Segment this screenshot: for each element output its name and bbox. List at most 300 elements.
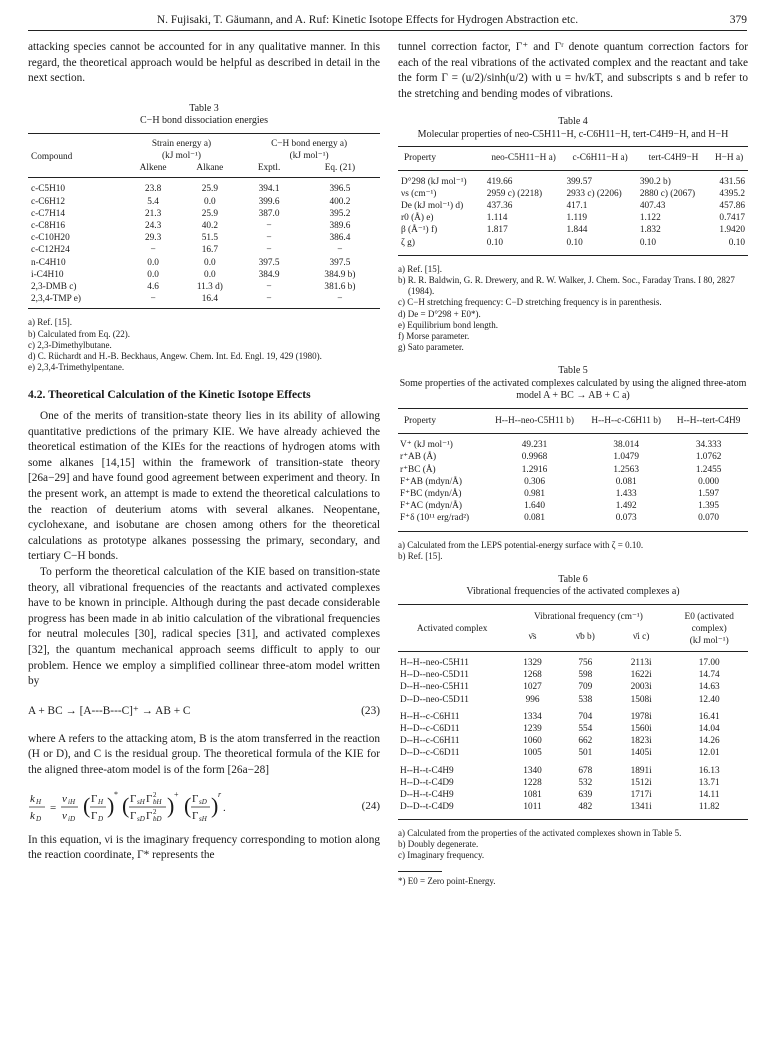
table-row <box>398 801 748 819</box>
t4-cell: 1.9420 <box>719 225 745 236</box>
t6-cell: 1027 <box>523 682 542 693</box>
t6-complex: D--H--c-C6H11 <box>400 736 460 747</box>
t5-cell: 1.0479 <box>613 452 639 463</box>
t4-property: De (kJ mol⁻¹) d) <box>401 200 464 211</box>
t3-cell: 387.0 <box>258 208 280 219</box>
t5-property: F⁺AC (mdyn/Å) <box>400 501 462 512</box>
t6-cell: 14.04 <box>698 724 720 735</box>
t6-cell: 996 <box>525 694 540 705</box>
t3-compound: c-C7H14 <box>31 208 66 219</box>
table-row <box>28 269 380 281</box>
t6-cell: 1334 <box>523 711 542 722</box>
t3-cell: 389.6 <box>329 221 351 231</box>
t3-cell: 397.5 <box>258 257 280 268</box>
t3-head-alkene: Alkene <box>139 163 167 174</box>
t4-cell: 0.10 <box>639 237 657 248</box>
t3-cell: 0.0 <box>204 196 216 207</box>
t3-cell: − <box>150 245 156 256</box>
t4-cell: 1.114 <box>486 213 508 224</box>
t5-cell: 1.0762 <box>695 452 722 463</box>
t6-cell: 598 <box>578 670 593 681</box>
t6-cell: 13.71 <box>698 777 720 788</box>
t5-cell: 0.000 <box>698 476 720 487</box>
t6-cell: 532 <box>578 777 593 788</box>
t3-cell: 40.2 <box>201 221 218 231</box>
body-paragraph: In this equation, νi is the imaginary frequency corresponding to motion along the reaction coordinate, Γ* represents the <box>28 833 380 862</box>
svg-text:iH: iH <box>68 797 75 806</box>
footnote: g) Sato parameter. <box>398 342 464 353</box>
svg-text:D: D <box>98 814 104 823</box>
t6-head-sub: ν̄i c) <box>633 631 650 642</box>
footnote: d) De = D°298 + E0*). <box>398 308 481 319</box>
t5-property: F⁺AB (mdyn/Å) <box>400 476 462 487</box>
t6-cell: 16.13 <box>698 765 720 776</box>
svg-text:iD: iD <box>68 814 75 823</box>
t6-cell: 704 <box>578 711 593 722</box>
svg-text:sD: sD <box>199 797 207 806</box>
footnote: b) Ref. [15]. <box>398 550 443 561</box>
t4-head: neo-C5H11−H a) <box>491 153 556 164</box>
t5-cell: 34.333 <box>695 440 722 451</box>
body-paragraph: One of the merits of transition-state theory lies in its ability of allowing quantitative predictions of the primary KIE. We have already achieved the theoretical estimation of the KIEs for the reactions of hydrogen atoms with some alkanes [14,15] within the framework of transition-state theory [26a−29] and have found good agreement between experiment and theory. In the present work, an attempt is made to extend the theoretical calculations to the reaction of deuterium atoms with several alkanes. Neopentane, cyclohexane, and isobutane are chosen among others for the theoretical calculations as prototype alkanes possessing the primary, secondary, and tertiary C−H bonds. <box>28 410 380 563</box>
t3-compound: c-C5H10 <box>31 184 66 195</box>
t5-cell: 1.2916 <box>521 464 548 475</box>
table4 <box>398 146 748 255</box>
table-row <box>28 257 380 269</box>
t6-cell: 501 <box>578 748 593 759</box>
t3-cell: − <box>266 221 272 231</box>
t3-compound: c-C12H24 <box>31 245 70 256</box>
t4-cell: 437.36 <box>486 200 513 211</box>
t5-cell: 1.640 <box>524 501 545 512</box>
svg-text:*: * <box>114 789 118 799</box>
table5-footnotes <box>398 540 748 562</box>
table-row <box>398 176 748 188</box>
t3-cell: 29.3 <box>144 233 162 244</box>
footnote: c) C−H stretching frequency: C−D stretching frequency is in parenthesis. <box>398 297 662 308</box>
t5-cell: 0.981 <box>524 488 545 499</box>
t4-cell: 457.86 <box>719 200 745 211</box>
t6-head-group: Vibrational frequency (cm⁻¹) <box>533 611 643 622</box>
svg-text:): ) <box>107 792 115 818</box>
t6-cell: 1228 <box>523 777 542 788</box>
t3-cell: 0.0 <box>204 269 216 280</box>
t4-cell: 1.817 <box>486 225 508 236</box>
footnote: a) Ref. [15]. <box>28 317 72 328</box>
t6-cell: 1512i <box>630 777 652 788</box>
svg-text:sH: sH <box>137 797 145 806</box>
table-row <box>28 208 380 220</box>
t6-cell: 16.41 <box>698 711 720 722</box>
t3-cell: 4.6 <box>147 282 159 293</box>
t6-cell: 1239 <box>523 724 542 735</box>
table-row <box>398 439 748 451</box>
t5-property: r⁺BC (Å) <box>400 464 436 475</box>
t6-cell: 639 <box>578 790 593 801</box>
footnote: c) Imaginary frequency. <box>398 849 485 860</box>
svg-text:H: H <box>98 797 104 806</box>
t6-cell: 678 <box>578 765 593 776</box>
t6-cell: 1405i <box>630 748 652 759</box>
footnote: d) C. Rüchardt and H.-B. Beckhaus, Angew. Chem. Int. Ed. Engl. 19, 429 (1980). <box>28 351 322 362</box>
table3 <box>28 133 380 310</box>
t5-cell: 0.306 <box>524 476 545 487</box>
t4-cell: 2933 c) (2206) <box>566 188 622 199</box>
equation-24 <box>28 789 380 825</box>
table-row <box>398 711 748 723</box>
t6-cell: 1329 <box>523 658 542 669</box>
t3-compound: c-C6H12 <box>31 196 66 207</box>
svg-text:ν: ν <box>62 792 67 805</box>
left-column <box>28 40 380 864</box>
t4-cell: 2959 c) (2218) <box>486 188 543 199</box>
t4-cell: 0.10 <box>566 237 583 248</box>
table-row <box>28 183 380 195</box>
t5-property: F⁺δ (10¹¹ erg/rad²) <box>400 513 470 524</box>
t6-cell: 14.11 <box>698 790 720 801</box>
t3-compound: c-C10H20 <box>31 233 70 244</box>
t4-cell: 1.119 <box>566 213 588 224</box>
table-row <box>398 512 748 531</box>
t6-cell: 2113i <box>630 658 652 669</box>
t3-head-strain: Strain energy a) <box>151 138 212 149</box>
table5 <box>398 408 748 532</box>
t6-cell: 482 <box>578 802 593 813</box>
t6-complex: D--D--t-C4D9 <box>400 802 454 813</box>
table-row <box>28 281 380 293</box>
t6-cell: 1823i <box>630 736 652 747</box>
table-row <box>398 488 748 500</box>
table6-title: Vibrational frequencies of the activated complexes a) <box>466 586 680 598</box>
svg-text:): ) <box>211 792 219 818</box>
t3-head-bond: C−H bond energy a) <box>271 138 348 149</box>
t3-cell: 395.2 <box>329 208 351 219</box>
table-row <box>398 723 748 735</box>
t4-cell: 0.10 <box>728 237 745 248</box>
t3-cell: 0.0 <box>147 257 159 268</box>
table4-footnotes <box>398 264 748 354</box>
t6-head-e0 <box>670 604 748 647</box>
svg-text:+: + <box>174 789 179 799</box>
t5-head: H--H--neo-C5H11 b) <box>495 415 574 426</box>
section-heading: 4.2. Theoretical Calculation of the Kinetic Isotope Effects <box>28 388 311 402</box>
t4-property: β (Å⁻¹) f) <box>401 225 438 236</box>
t6-head-sub: ν̄b b) <box>575 631 595 642</box>
t3-head-exptl: Exptl. <box>257 163 281 174</box>
table-row <box>398 237 748 256</box>
t5-cell: 0.073 <box>615 513 637 524</box>
t3-cell: 396.5 <box>329 184 351 195</box>
t6-complex: H--D--t-C4D9 <box>400 777 454 788</box>
t4-cell: 0.10 <box>486 237 504 248</box>
t4-cell: 1.844 <box>566 225 588 236</box>
t5-cell: 1.2455 <box>695 464 722 475</box>
t5-cell: 1.433 <box>615 488 637 499</box>
t4-cell: 417.1 <box>566 200 588 211</box>
t6-cell: 14.74 <box>698 670 720 681</box>
table-row <box>398 451 748 463</box>
t5-cell: 0.070 <box>698 513 720 524</box>
t5-property: r⁺AB (Å) <box>400 452 437 463</box>
svg-text:sD: sD <box>137 814 145 823</box>
svg-text:.: . <box>223 801 226 814</box>
table-row <box>398 694 748 706</box>
svg-text:D: D <box>36 814 42 823</box>
svg-text:r: r <box>218 789 222 799</box>
t3-head-unit: (kJ mol⁻¹) <box>162 150 201 161</box>
table5-label: Table 5 <box>558 365 588 377</box>
table-row <box>28 232 380 244</box>
t3-cell: 0.0 <box>204 257 216 268</box>
t4-cell: 0.7417 <box>719 213 745 224</box>
table5-caption <box>398 365 748 403</box>
t6-head-e0-line: E0 (activated <box>684 611 734 622</box>
svg-text:bH: bH <box>153 797 162 806</box>
t3-compound: n-C4H10 <box>31 257 66 268</box>
table-row <box>28 244 380 256</box>
running-title: N. Fujisaki, T. Gäumann, and A. Ruf: Kinetic Isotope Effects for Hydrogen Abstraction etc. <box>156 14 579 26</box>
t6-head-complex: Activated complex <box>416 624 488 635</box>
t4-head: Property <box>404 153 437 164</box>
table6-caption <box>398 574 748 599</box>
t3-cell: 25.9 <box>201 208 218 219</box>
t5-cell: 38.014 <box>613 440 639 451</box>
t3-cell: 381.6 b) <box>324 282 356 293</box>
t3-head-eq21: Eq. (21) <box>324 163 356 174</box>
svg-text:2: 2 <box>153 807 157 816</box>
t3-cell: − <box>266 245 272 256</box>
t4-head: c-C6H11−H a) <box>572 153 628 164</box>
t6-cell: 12.01 <box>698 748 720 759</box>
t3-compound: 2,3,4-TMP e) <box>31 294 82 305</box>
t5-cell: 1.492 <box>615 501 637 512</box>
t4-property: νs (cm⁻¹) <box>401 188 437 199</box>
table6 <box>398 604 748 820</box>
equation-24-formula <box>28 789 328 825</box>
t3-cell: 384.9 b) <box>324 269 356 280</box>
t5-cell: 0.9968 <box>521 452 548 463</box>
t3-cell: 5.4 <box>147 196 159 207</box>
t3-cell: 51.5 <box>201 233 218 244</box>
svg-text:Γ: Γ <box>192 809 199 822</box>
t4-head: H−H a) <box>714 153 744 164</box>
table-row <box>398 777 748 789</box>
t4-cell: 1.122 <box>639 213 661 224</box>
t5-cell: 1.395 <box>698 501 720 512</box>
t6-head-e0-line: complex) <box>691 624 727 635</box>
t3-cell: 16.4 <box>201 294 218 305</box>
t4-cell: 419.66 <box>486 176 513 187</box>
t3-cell: 397.5 <box>329 257 351 268</box>
t6-cell: 1268 <box>523 670 542 681</box>
t6-cell: 2003i <box>630 682 652 693</box>
table6-label: Table 6 <box>558 573 588 585</box>
table-row <box>28 220 380 232</box>
t5-cell: 0.081 <box>524 513 545 524</box>
t3-cell: − <box>337 294 343 305</box>
t5-head: Property <box>404 415 437 426</box>
svg-text:(: ( <box>83 792 91 818</box>
t5-cell: 49.231 <box>521 440 548 451</box>
svg-text:(: ( <box>122 792 130 818</box>
footnote: a) Calculated from the properties of the activated complexes shown in Table 5. <box>398 827 682 838</box>
table-row <box>398 657 748 669</box>
t4-property: D°298 (kJ mol⁻¹) <box>401 176 467 187</box>
t6-cell: 1717i <box>630 790 652 801</box>
t3-cell: − <box>266 294 272 305</box>
t6-cell: 1560i <box>630 724 652 735</box>
svg-text:Γ: Γ <box>146 809 153 822</box>
footnote: e) Equilibrium bond length. <box>398 319 498 330</box>
t4-cell: 431.56 <box>719 176 745 187</box>
table5-title: Some properties of the activated complexes calculated by using the aligned three-atom model A + BC → AB + C a) <box>399 377 747 402</box>
svg-text:k: k <box>30 792 35 805</box>
t4-cell: 390.2 b) <box>639 176 671 187</box>
t6-complex: H--H--neo-C5H11 <box>400 658 469 669</box>
table6-footnotes <box>398 828 748 862</box>
table-row <box>28 293 380 309</box>
svg-text:Γ: Γ <box>192 792 199 805</box>
table3-caption <box>28 103 380 128</box>
table-row <box>398 735 748 747</box>
t6-complex: H--D--c-C6D11 <box>400 724 460 735</box>
t6-cell: 756 <box>578 658 593 669</box>
t6-cell: 1622i <box>630 670 652 681</box>
t5-cell: 0.081 <box>615 476 637 487</box>
t6-cell: 538 <box>578 694 593 705</box>
svg-text:k: k <box>30 809 35 822</box>
table3-title: C−H bond dissociation energies <box>140 115 268 127</box>
t3-cell: 16.7 <box>201 245 218 256</box>
t5-property: V⁺ (kJ mol⁻¹) <box>400 440 453 451</box>
svg-text:Γ: Γ <box>130 809 137 822</box>
t6-cell: 1081 <box>523 790 542 801</box>
t6-cell: 1978i <box>630 711 652 722</box>
t6-cell: 1891i <box>630 765 652 776</box>
svg-text:2: 2 <box>153 790 157 799</box>
t3-cell: 21.3 <box>144 208 162 219</box>
t6-cell: 1341i <box>630 802 652 813</box>
t6-cell: 1060 <box>523 736 542 747</box>
table-row <box>398 681 748 693</box>
t5-head: H--H--tert-C4H9 <box>676 415 741 426</box>
table-row <box>398 188 748 200</box>
svg-text:Γ: Γ <box>146 792 153 805</box>
t3-cell: 11.3 d) <box>196 282 223 293</box>
t6-complex: H--H--c-C6H11 <box>400 711 460 722</box>
table-row <box>398 200 748 212</box>
footnote: b) Calculated from Eq. (22). <box>28 328 130 339</box>
t4-head: tert-C4H9−H <box>648 153 699 164</box>
t3-compound: 2,3-DMB c) <box>31 282 77 293</box>
svg-text:sH: sH <box>199 814 207 823</box>
equation-23-text: A + BC → [A---B---C]⁺ → AB + C <box>28 704 191 717</box>
body-paragraph: where A refers to the attacking atom, B is the atom transferred in the reaction (H or D), and C is the residual group. The theoretical formula of the KIE for the aligned three-atom model is of the form [26a−28] <box>28 732 380 776</box>
t6-complex: D--H--neo-C5H11 <box>400 682 469 693</box>
t5-head: H--H--c-C6H11 b) <box>591 415 661 426</box>
right-column <box>398 40 748 887</box>
t6-cell: 14.63 <box>698 682 720 693</box>
t6-cell: 1011 <box>523 802 542 813</box>
t6-complex: D--H--t-C4H9 <box>400 790 454 801</box>
t5-cell: 1.597 <box>698 488 720 499</box>
svg-text:=: = <box>50 801 57 814</box>
svg-text:H: H <box>36 797 42 806</box>
svg-text:Γ: Γ <box>91 809 98 822</box>
t3-cell: 394.1 <box>258 184 280 195</box>
t3-head-unit: (kJ mol⁻¹) <box>289 150 329 161</box>
t6-cell: 554 <box>578 724 593 735</box>
t5-property: F⁺BC (mdyn/Å) <box>400 488 462 499</box>
svg-text:ν: ν <box>62 809 67 822</box>
t4-property: r0 (Å) e) <box>401 213 434 224</box>
t6-cell: 662 <box>578 736 593 747</box>
table-row <box>398 765 748 777</box>
t3-cell: 25.9 <box>201 184 218 195</box>
t6-head-sub: ν̄s <box>528 631 537 642</box>
t3-cell: 400.2 <box>329 196 351 207</box>
intro-paragraph-left: attacking species cannot be accounted for in any qualitative manner. In this regard, the theoretical approach would be helpful as described in detail in the next section. <box>28 41 380 85</box>
t6-complex: D--D--c-C6D11 <box>400 748 460 759</box>
t3-cell: 24.3 <box>144 221 162 231</box>
table-row <box>398 789 748 801</box>
body-paragraph: To perform the theoretical calculation of the KIE based on transition-state theory, all vibrational frequencies of the reactants and activated complexes have to be known in principle. Although during the past decade considerable progress has been made in ab initio calculation of the vibrational frequencies for neutral molecules [30], radical species [31], and activated complexes [32], the quantum mechanical approach seems difficult to apply to our problem. Hence we employ a simplified collinear three-atom model written by <box>28 565 380 688</box>
equation-23-number: (23) <box>361 704 380 717</box>
t6-cell: 1508i <box>630 694 652 705</box>
t6-complex: H--D--neo-C5D11 <box>400 670 469 681</box>
t3-cell: − <box>266 233 272 244</box>
svg-text:Γ: Γ <box>130 792 137 805</box>
t3-cell: 384.9 <box>258 269 280 280</box>
t4-cell: 399.57 <box>566 176 593 187</box>
footnote: e) 2,3,4-Trimethylpentane. <box>28 362 125 373</box>
footnote: b) Doubly degenerate. <box>398 838 479 849</box>
footnote: c) 2,3-Dimethylbutane. <box>28 339 112 350</box>
t3-cell: 399.6 <box>258 196 280 207</box>
t3-cell: − <box>266 282 272 293</box>
table-row <box>398 669 748 681</box>
footnote: f) Morse parameter. <box>398 331 470 342</box>
footnote: a) Calculated from the LEPS potential-energy surface with ζ = 0.10. <box>398 539 644 550</box>
svg-text:bD: bD <box>153 814 162 823</box>
t3-cell: 0.0 <box>147 269 159 280</box>
t6-cell: 11.82 <box>698 802 720 813</box>
table-row <box>398 224 748 236</box>
footnote: a) Ref. [15]. <box>398 263 442 274</box>
page-number: 379 <box>729 14 747 26</box>
equation-23 <box>28 702 380 722</box>
running-head <box>28 14 747 31</box>
t6-cell: 14.26 <box>698 736 720 747</box>
t3-head-alkane: Alkane <box>196 163 224 174</box>
svg-text:Γ: Γ <box>91 792 98 805</box>
svg-text:): ) <box>167 792 175 818</box>
table-row <box>398 500 748 512</box>
footnote: b) R. R. Baldwin, G. R. Drewery, and R. W. Walker, J. Chem. Soc., Faraday Trans. I 80, 2827 (1984). <box>398 275 735 297</box>
t4-cell: 407.43 <box>639 200 666 211</box>
t6-cell: 1340 <box>523 765 542 776</box>
intro-paragraph-right: tunnel correction factor, Γ⁺ and Γʳ denote quantum correction factors for each of the real vibrations of the activated complex and the reactant and take the form Γ = (u/2)/sinh(u/2) with u = hν/kT, and subscripts s and b refer to the stretching and bending modes of vibrations. <box>398 41 748 100</box>
t6-head-e0-line: (kJ mol⁻¹) <box>689 636 729 647</box>
t6-cell: 1005 <box>523 748 542 759</box>
table3-label: Table 3 <box>189 102 219 114</box>
t3-compound: i-C4H10 <box>31 269 64 280</box>
t6-complex: D--D--neo-C5D11 <box>400 694 469 705</box>
table3-footnotes <box>28 317 380 373</box>
t3-head-compound: Compound <box>31 152 73 163</box>
t4-cell: 2880 c) (2067) <box>639 188 696 199</box>
svg-text:(: ( <box>184 792 192 818</box>
